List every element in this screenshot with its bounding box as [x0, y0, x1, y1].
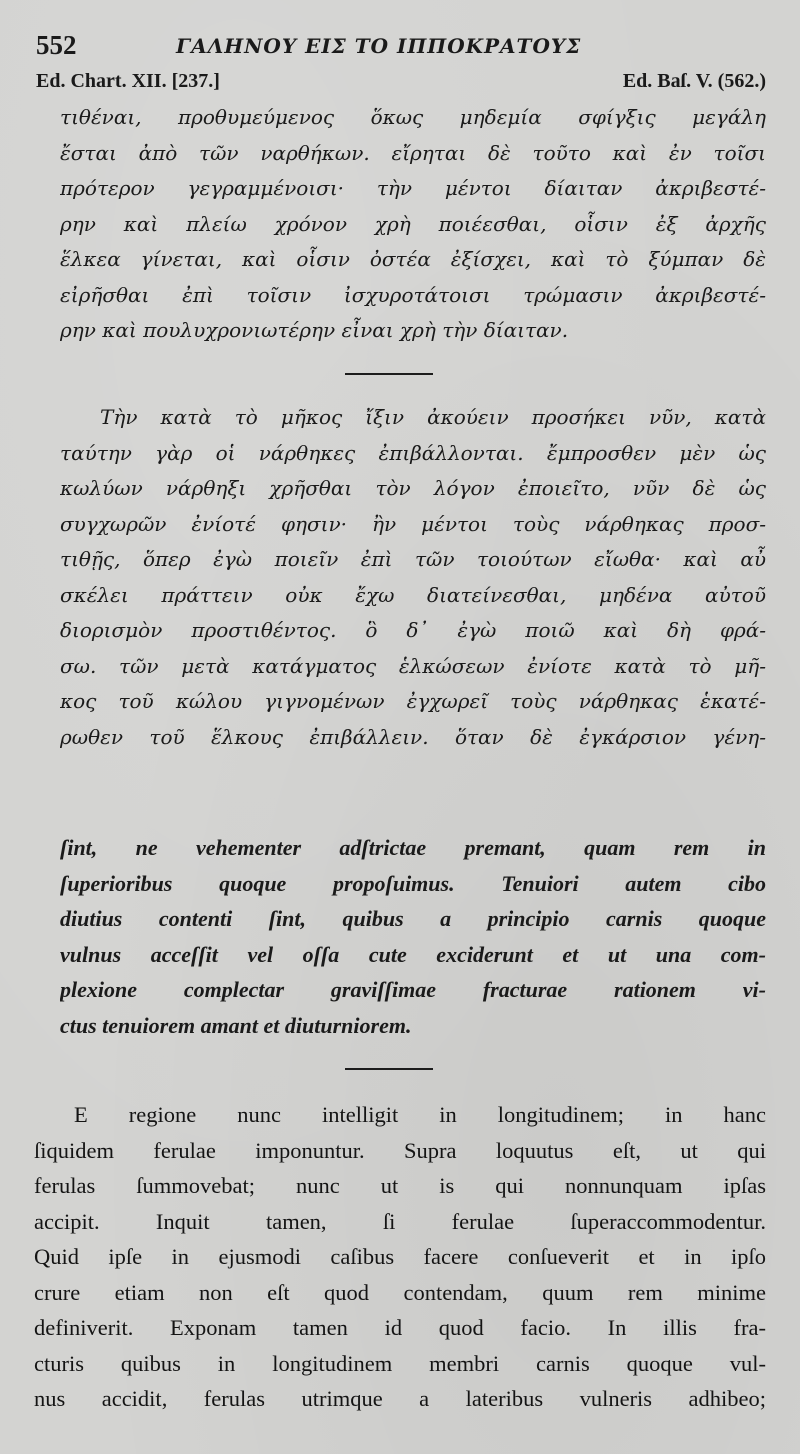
text-line: ρην καὶ πουλυχρονιωτέρην εἶναι χρὴ τὴν δίαιταν. [60, 318, 569, 342]
text-line: plexione complectar graviſſimae fracturae rationem vi- [60, 977, 766, 1002]
text-line: ſuperioribus quoque propoſuimus. Tenuiori autem cibo [60, 870, 766, 896]
text-line: εἰρῆσθαι ἐπὶ τοῖσιν ἰσχυροτάτοισι τρώμασιν ἀκριβεστέ- [60, 282, 766, 307]
text-line: κος τοῦ κώλου γιγνομένων ἐγχωρεῖ τοὺς νάρθηκας ἑκατέ- [60, 689, 766, 713]
text-line: ρην καὶ πλείω χρόνον χρὴ ποιέεσθαι, οἷσιν ἐξ ἀρχῆς [60, 211, 766, 236]
latin-italic-text-block [60, 830, 766, 1043]
text-line: ferulas ſummovebat; nunc ut is qui nonnunquam ipſas [34, 1173, 766, 1198]
text-line: E regione nunc intelligit in longitudinem; in hanc [74, 1102, 766, 1127]
text-line: Τὴν κατὰ τὸ μῆκος ἴξιν ἀκούειν προσήκει νῦν, κατὰ [100, 405, 766, 429]
section-divider [345, 373, 433, 375]
running-title: ΓΑΛΗΝΟΥ ΕΙΣ ΤΟ ΙΠΠΟΚΡΑΤΟΥΣ [176, 34, 582, 58]
text-line: συγχωρῶν ἐνίοτέ φησιν· ἢν μέντοι τοὺς νάρθηκας προσ- [60, 511, 766, 536]
edition-reference-line [36, 70, 766, 98]
text-line: σκέλει πράττειν οὐκ ἔχω διατείνεσθαι, μηδένα αὐτοῦ [60, 582, 766, 607]
text-line: Quid ipſe in ejusmodi caſibus facere conſueverit et in ipſo [34, 1244, 766, 1269]
latin-roman-text-block [34, 1097, 766, 1417]
text-line: πρότερον γεγραμμένοισι· τὴν μέντοι δίαιταν ἀκριβεστέ- [60, 176, 766, 200]
text-line: crure etiam non eſt quod contendam, quum rem minime [34, 1279, 766, 1305]
text-line: ρωθεν τοῦ ἕλκους ἐπιβάλλειν. ὅταν δὲ ἐγκάρσιον γένη- [60, 724, 766, 749]
text-line: diutius contenti ſint, quibus a principio carnis quoque [60, 906, 766, 931]
text-line: τιθῇς, ὅπερ ἐγὼ ποιεῖν ἐπὶ τῶν τοιούτων εἴωθα· καὶ αὖ [60, 547, 766, 571]
text-line: ctus tenuiorem amant et diuturniorem. [60, 1012, 412, 1038]
greek-text-block-2 [60, 400, 766, 755]
text-line: κωλύων νάρθηξι χρῆσθαι τὸν λόγον ἐποιεῖτο, νῦν δὲ ὡς [60, 476, 766, 500]
text-line: vulnus acceſſit vel oſſa cute exciderunt et ut una com- [60, 941, 766, 967]
text-line: ſiquidem ferulae imponuntur. Supra loquutus eſt, ut qui [34, 1137, 766, 1163]
text-line: ταύτην γὰρ οἱ νάρθηκες ἐπιβάλλονται. ἔμπροσθεν μὲν ὡς [60, 440, 766, 465]
text-line: ἔσται ἀπὸ τῶν ναρθήκων. εἴρηται δὲ τοῦτο καὶ ἐν τοῖσι [60, 140, 766, 165]
text-line: accipit. Inquit tamen, ſi ferulae ſuperaccommodentur. [34, 1208, 766, 1234]
edition-chart-reference: Ed. Chart. XII. [237.] [36, 70, 220, 92]
text-line: ſint, ne vehementer adſtrictae premant, quam rem in [60, 835, 766, 860]
page-number: 552 [36, 30, 77, 60]
text-line: διορισμὸν προστιθέντος. ὃ δ᾽ ἐγὼ ποιῶ καὶ δὴ φρά- [60, 618, 766, 642]
text-line: ἕλκεα γίνεται, καὶ οἷσιν ὀστέα ἐξίσχει, καὶ τὸ ξύμπαν δὲ [60, 247, 766, 271]
text-line: cturis quibus in longitudinem membri carnis quoque vul- [34, 1350, 766, 1376]
greek-text-block-1 [60, 100, 766, 349]
text-line: definiverit. Exponam tamen id quod facio. In illis fra- [34, 1315, 766, 1340]
text-line: nus accidit, ferulas utrimque a lateribus vulneris adhibeo; [34, 1386, 766, 1411]
edition-basel-reference: Ed. Baſ. V. (562.) [622, 70, 766, 92]
page-header [36, 30, 766, 64]
text-line: σω. τῶν μετὰ κατάγματος ἑλκώσεων ἐνίοτε κατὰ τὸ μῆ- [60, 653, 766, 678]
text-line: τιθέναι, προθυμεύμενος ὅκως μηδεμία σφίγξις μεγάλη [60, 105, 766, 129]
section-divider [345, 1068, 433, 1070]
